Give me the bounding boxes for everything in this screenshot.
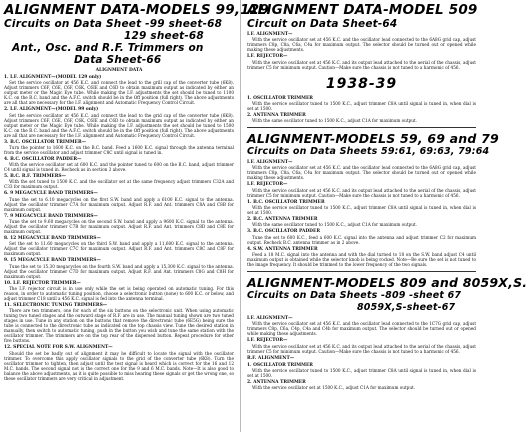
left-subtitle-circuits: Circuits on Data Sheet -99 sheet-68 bbox=[4, 18, 223, 30]
right-column bbox=[240, 0, 527, 432]
section-text: Set the service oscillator at 456 K.C. and connect the lead to the grill cap of the converter tube (6K8). Adjust trimmers C6F, C6E, C6F, C6K, C6IE and C6D to obtain maximum output as indicated by either an output meter or the Magic Eye tube. While making the I.F. adjustments the set should be tuned to 1100 K.C. on the B.C. band and the A.F.C. switch should be in the Off position (full right). The above adjustments are all that are necessary for the I.F. alignment and Automatic Frequency Control Circuit. bbox=[4, 80, 234, 106]
section-heading: 12. SPECIAL NOTE FOR S.W. ALIGNMENT— bbox=[4, 345, 113, 351]
left-sections bbox=[4, 75, 234, 381]
section-text: With the service oscillator set at 456 K.C. and its output lead attached to the aerial of the chassis, adjust trimmer C5 for minimum output. Caution—Make sure the chassis is not tuned to a harmonic of 456. bbox=[247, 343, 476, 354]
section-heading: 1. I.F. ALIGNMENT—(MODEL 129 only) bbox=[4, 75, 102, 80]
section-text: With the same oscillator tuned to 1500 K.C., adjust C1A for maximum output. bbox=[252, 222, 417, 228]
section-text: Feed a 18 M.C. signal into the antenna and with the dial turned to 18 on the S.W. band adjust C4 until maximum output is obtained while the selector knob is being rocked. Note—Be sure the set is not tuned to the image frequency. It should be trimmed to the lower frequency of the two signals. bbox=[247, 251, 476, 267]
section-heading: I.F. ALIGNMENT— bbox=[247, 32, 293, 37]
section-text: With the service oscillator set at 600 K.C. and the pointer tuned to 600 on the B.C. band, adjust trimmer C4 until signal is tuned in. Recheck as in section 3 above. bbox=[4, 162, 234, 173]
section-text: Turn the pointer to 1600 K.C. on the B.C. band. Feed a 1600 K.C. signal through the antenna terminal from the service oscillator and adjust trimmer C8C until signal is tuned in. bbox=[4, 144, 234, 155]
section-text: The I.F. rejector circuit is in use only while the set is being operated on automatic tuning. For this reason, in order to automatic tuning position, choose a selectronic button (none) to 600 K.C. or below, and adjust trimmer C18 until a 456 K.C. signal is fed into the antenna terminal. bbox=[4, 285, 234, 301]
left-subtitle-129: 129 sheet-68 bbox=[124, 30, 204, 42]
model-509-sections bbox=[247, 32, 476, 70]
section-text: Should the set be badly out of alignment it may be difficult to locate the signal with the oscillator trimmer. To overcome this apply oscillator signals to the grid of the converter tube (6K8). Turn the oscillator trimmer to tighten, then adjust until the test signal is heard which is correct for the 16 and 12 M.C. bands. The second signal not is the correct one for the 9 and 6 M.C. bands. Note—It is also good to balance the above adjustments, as it is quite possible to miss hearing these signals or get the wrong one, so these oscillator trimmers are very critical in adjustment. bbox=[4, 350, 234, 381]
section-heading: 2. I.F. ALIGNMENT—(MODEL 99 only) bbox=[4, 107, 99, 113]
section-heading: 10. I.F. REJECTOR TRIMMER— bbox=[4, 280, 81, 286]
models-59-69-79-sections bbox=[247, 160, 476, 267]
section-text: With the service oscillator tuned to 1500 K.C., adjust trimmer C8A until signal is tuned in, when dial is set at 1500. bbox=[247, 205, 476, 216]
left-trimmers-line2: Data Sheet-66 bbox=[74, 54, 162, 66]
section-heading: 2. B.C. ANTENNA TRIMMER bbox=[247, 217, 318, 223]
section-heading: R.F. ALIGNMENT— bbox=[247, 355, 295, 361]
model-509-title: ALIGNMENT DATA-MODEL 509 bbox=[247, 2, 478, 18]
divider-1 bbox=[247, 127, 476, 128]
section-heading: 2. ANTENNA TRIMMER bbox=[247, 380, 306, 386]
section-heading: 6. 9 MEGACYCLE BAND TRIMMERS— bbox=[4, 191, 98, 197]
divider-2 bbox=[247, 271, 476, 272]
models-809-title: ALIGNMENT-MODELS 809 and 8059X,S. bbox=[247, 274, 527, 290]
section-heading: I.F. REJECTOR— bbox=[247, 338, 288, 344]
models-8059-circuit: 8059X,S-sheet-67 bbox=[357, 301, 456, 313]
section-text: With the set tuned to 1500 K.C. and the oscillator set at the same frequency adjust trimmers C32A and C33 for maximum output. bbox=[4, 179, 234, 190]
section-heading: 2. ANTENNA TRIMMER bbox=[247, 112, 306, 118]
section-heading: 1. OSCILLATOR TRIMMER bbox=[247, 362, 313, 368]
section-text: With the service oscillator set at 456 K.C. and the oscillator lead connected to the 6A8G grid cap, adjust trimmers C8p, C8a, C6a, C4a for maximum output. The selector should be turned out or opened while making these adjustments. bbox=[247, 165, 476, 181]
section-heading: 5. B.C. R.F. TRIMMERS— bbox=[4, 174, 66, 180]
section-heading: 1. OSCILLATOR TRIMMER bbox=[247, 95, 313, 101]
section-heading: I.F. ALIGNMENT— bbox=[247, 315, 293, 321]
section-heading: I.F. REJECTOR— bbox=[247, 54, 288, 60]
section-heading: 4. B.C. OSCILLATOR PADDER— bbox=[4, 156, 82, 162]
section-text: With the service oscillator tuned to 1500 K.C., adjust trimmer C8A until signal is tuned in, when dial is set at 1500. bbox=[247, 100, 476, 111]
model-509-rf-sections bbox=[247, 96, 476, 124]
section-text: With the same oscillator tuned to 1500 K.C., adjust C1A for maximum output. bbox=[252, 118, 417, 124]
left-trimmers-line1: Ant., Osc. and R.F. Trimmers on bbox=[12, 42, 204, 54]
models-809-sections bbox=[247, 316, 476, 390]
models-59-69-79-circuits: Circuits on Data Sheets 59:61, 69:63, 79:64 bbox=[247, 146, 490, 158]
models-809-circuits: Circuits on Data Sheets -809 -sheet 67 bbox=[247, 289, 462, 301]
section-text: With the service oscillator set at 456 K.C. and its output lead attached to the aerial of the chassis, adjust trimmer C5 for minimum output. Caution—Make sure the chassis is not tuned to a harmonic of 456. bbox=[247, 187, 476, 198]
section-text: Set the set to 11.60 megacycles on the third S.W. band and apply a 11,600 K.C. signal to the antenna. Adjust the oscillator trimmer C7C for maximum output. Adjust R.F. and Ant. trimmers C8C and C8F for maximum output. bbox=[4, 241, 234, 257]
section-text: Tune the set to 15.30 megacycles on the fourth S.W. band and apply a 15,300 K.C. signal to the antenna. Adjust the oscillator trimmer C7D for maximum output. Adjust R.F. and Ant. trimmers C8G and C8H for maximum output. bbox=[4, 263, 234, 279]
section-heading: 7. 9 MEGACYCLE BAND TRIMMERS— bbox=[4, 213, 98, 219]
year-label: 1938-39 bbox=[325, 75, 398, 92]
section-heading: 8. 12 MEGACYCLE BAND TRIMMERS— bbox=[4, 236, 101, 242]
section-heading: 1. B.C. OSCILLATOR TRIMMER bbox=[247, 199, 325, 205]
section-text: Tune the set to 9.60 megacycles on the second S.W. band and apply a 9600 K.C. signal to the antenna. Adjust the oscillator trimmer C7B for maximum output. Adjust R.F. and Ant. trimmers C8D and C8E for maximum output. bbox=[4, 219, 234, 235]
models-59-69-79-title: ALIGNMENT-MODELS 59, 69 and 79 bbox=[247, 131, 499, 147]
section-text: With the service oscillator set at 456 K.C. and the oscillator lead connected to the 1C7G grid cap, adjust trimmers C8p, C6a, C4p, C4a and C4b for maximum output. The selector should be turned out or opened while making these adjustments. bbox=[247, 321, 476, 337]
section-heading: 4. S.W. ANTENNA TRIMMER bbox=[247, 246, 318, 252]
section-text: With the service oscillator set at 456 K.C. and its output lead attached to the aerial of the chassis, adjust trimmer C5 for minimum output. Caution—Make sure the chassis is not tuned to a harmonic of 456. bbox=[247, 59, 476, 70]
section-text: Tune the set to 600 K.C., feed a 600 K.C. signal into the antenna and adjust trimmer C2 for maximum output. Recheck B.C. antenna trimmer as in 2 above. bbox=[247, 234, 476, 245]
section-heading: 3. B.C. OSCILLATOR PADDER bbox=[247, 229, 320, 235]
section-text: Tune the set to 6.10 megacycles on the first S.W. band and apply a 6100 K.C. signal to the antenna. Adjust the oscillator trimmer C7A for maximum output. Adjust R.F. and Ant. trimmers C8A and C8B for maximum output. bbox=[4, 196, 234, 212]
model-509-circuit: Circuit on Data Sheet-64 bbox=[247, 18, 398, 30]
section-heading: I.F. REJECTOR— bbox=[247, 182, 288, 188]
section-text: There are ten trimmers, one for each of the six buttons on the selectronic unit. When using automatic tuning two tuned stages and the outward stage of R.F. are in use. The manual tuning shown are two tuned stages in use. Tune in any station on the buttons that remove the directronic tube (6E5G) being sure the tube is connected to the directronic tube as indicated on the top chassis view. Tune the desired station in manually, then switch to automatic tuning, push in the button you wish and tune the same station with the oscillator trimmer. The trimmers are on the top rear of the dispersed button. Repeat procedure for other five buttons. bbox=[4, 308, 234, 344]
section-heading: I.F. ALIGNMENT— bbox=[247, 160, 293, 166]
section-text: With the service oscillator tuned to 1500 K.C., adjust trimmer C8A until signal is tuned in, when dial is set at 1500. bbox=[247, 368, 476, 379]
section-text: With the service oscillator set at 456 K.C. and the oscillator lead connected to the 6A8G grid cap, adjust trimmers C8p, C8a, C6a, C4a for maximum output. The selector should be turned out or opened while making these adjustments. bbox=[247, 37, 476, 53]
section-text: Set the service oscillator at 456 K.C. and connect the lead to the grid cap of the converter tube (6K8). Adjust trimmers C6F, C6E, C6F, C6K, C6IE and C6D to obtain maximum output as indicated by either an output meter or the Magic Eye tube. While making the I.F. adjustments the set should be tuned to 1500 K.C. on the B.C. band and the A.F.C. switch should be in the Off position (full right). The above adjustments are all that are necessary for the I.F. alignment and Automatic Frequency Control Circuit. bbox=[4, 112, 234, 138]
section-heading: 3. B.C. OSCILLATOR TRIMMER— bbox=[4, 139, 87, 145]
section-heading: 11. SELECTRONIC TUNING TRIMMERS— bbox=[4, 302, 108, 308]
left-title: ALIGNMENT DATA-MODELS 99,129 bbox=[4, 2, 269, 18]
section-text: With the service oscillator set at 1500 K.C., adjust C1A for maximum output. bbox=[252, 385, 416, 391]
alignment-data-heading: ALIGNMENT DATA bbox=[95, 68, 143, 73]
section-heading: 9. 15 MEGACYCLE BAND TRIMMERS— bbox=[4, 258, 101, 264]
